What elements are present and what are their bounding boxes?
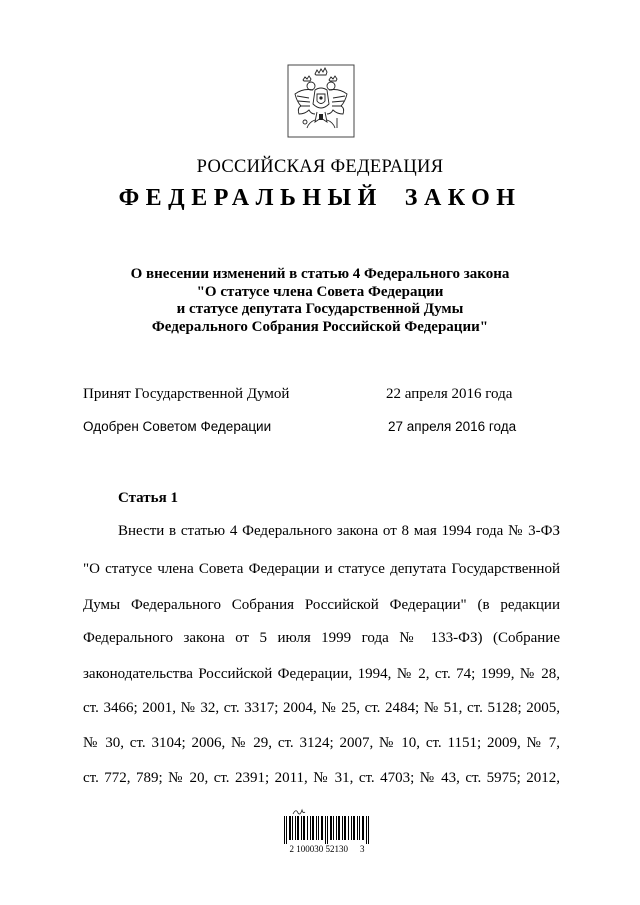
approved-date: 27 апреля 2016 года [388, 419, 517, 434]
article-heading: Статья 1 [118, 490, 178, 506]
body-line: № 30, ст. 3104; 2006, № 29, ст. 3124; 2007, № 10, ст. 1151; 2009, № 7, [83, 735, 560, 751]
adopted-row [83, 386, 563, 406]
country-name: РОССИЙСКАЯ ФЕДЕРАЦИЯ [196, 157, 444, 177]
approved-label: Одобрен Советом Федерации [83, 419, 272, 434]
barcode-number [282, 844, 372, 854]
document-type [0, 185, 640, 212]
adopted-label: Принят Государственной Думой [83, 386, 290, 402]
body-line: Внести в статью 4 Федерального закона от 8 мая 1994 года № 3-ФЗ [118, 523, 560, 539]
coat-of-arms-emblem [287, 64, 355, 138]
barcode-block [282, 808, 372, 858]
adopted-date: 22 апреля 2016 года [386, 386, 513, 402]
barcode-check-digit: 3 [360, 844, 365, 854]
law-title-line: "О статусе члена Совета Федерации [196, 283, 444, 300]
law-title-line: Федерального Собрания Российской Федерации" [151, 318, 489, 335]
barcode-icon [282, 816, 372, 844]
body-line: ст. 3466; 2001, № 32, ст. 3317; 2004, № 25, ст. 2484; № 51, ст. 5128; 2005, [83, 700, 560, 716]
law-title [90, 266, 550, 336]
law-title-line: и статусе депутата Государственной Думы [176, 301, 464, 317]
body-line: "О статусе члена Совета Федерации и статусе депутата Государственной [83, 561, 560, 577]
handwritten-mark [292, 808, 306, 816]
law-title-line: О внесении изменений в статью 4 Федерального закона [130, 266, 510, 282]
barcode-digits: 2 100030 52130 [289, 844, 348, 854]
document-type-part1: ФЕДЕРАЛЬНЫЙ [118, 185, 383, 211]
body-line: законодательства Российской Федерации, 1994, № 2, ст. 74; 1999, № 28, [83, 666, 560, 682]
body-line: Федерального закона от 5 июля 1999 года № 133-ФЗ) (Собрание [83, 630, 560, 646]
body-line: Думы Федерального Собрания Российской Федерации" (в редакции [83, 597, 560, 613]
approved-row [83, 419, 563, 439]
body-line: ст. 772, 789; № 20, ст. 2391; 2011, № 31, ст. 4703; № 43, ст. 5975; 2012, [83, 770, 560, 786]
document-type-part2: ЗАКОН [404, 185, 522, 211]
